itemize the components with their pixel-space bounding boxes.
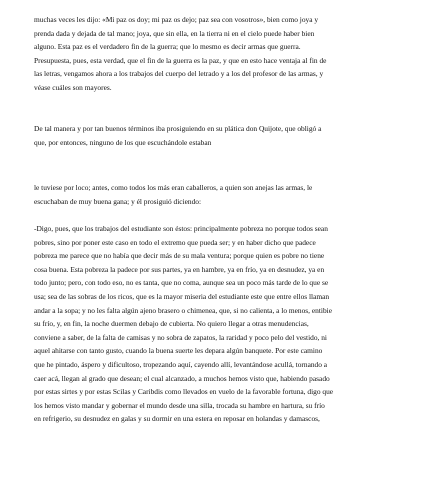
text-line: los hemos visto mandar y gobernar el mundo desde una silla, trocada su hambre en hartura, su frío — [34, 400, 325, 410]
text-line: pobres, sino por poner este caso en todo el extremo que pueda ser; y en haber dicho que padece — [34, 237, 316, 247]
text-line: andar a la sopa; y no les falta algún ajeno brasero o chimenea, que, si no calienta, a lo menos, entibie — [34, 305, 332, 315]
text-line: pobreza me parece que no había que decir más de su mala ventura; porque quien es pobre no tiene — [34, 251, 325, 261]
text-line: prenda dada y dejada de tal mano; joya, que sin ella, en la tierra ni en el cielo puede haber bien — [34, 28, 315, 38]
text-line: usa; sea de las sobras de los ricos, que es la mayor miseria del estudiante este que entre ellos llaman — [34, 291, 330, 301]
text-line: -Digo, pues, que los trabajos del estudiante son éstos: principalmente pobreza no porque todos sean — [34, 224, 328, 233]
text-line: aquel ahitarse con tanto gusto, cuando la buena suerte les depara algún banquete. Por este camino — [34, 346, 323, 356]
paragraph-peace — [34, 13, 410, 95]
paragraph-student-hardships — [34, 222, 410, 426]
text-line: véase cuáles son mayores. — [34, 82, 112, 92]
text-line: De tal manera y por tan buenos términos iba prosiguiendo en su plática don Quijote, que obligó a — [34, 124, 322, 133]
text-line: que he pintado, áspero y dificultoso, tropezando aquí, cayendo allí, levantándose acullá, tornando a — [34, 359, 328, 369]
paragraph-narration — [34, 122, 410, 149]
text-line: alguno. Esta paz es el verdadero fin de la guerra; que lo mesmo es decir armas que guerra. — [34, 42, 301, 52]
text-line: que, por entonces, ninguno de los que escuchándole estaban — [34, 137, 212, 147]
paragraph-continuation — [34, 181, 410, 208]
text-line: Presupuesta, pues, esta verdad, que el fin de la guerra es la paz, y que en esto hace ventaja al fin de — [34, 55, 327, 65]
text-line: caer acá, llegan al grado que desean; el cual alcanzado, a muchos hemos visto que, habiendo pasado — [34, 373, 330, 383]
text-line: las letras, vengamos ahora a los trabajos del cuerpo del letrado y a los del profesor de las armas, y — [34, 69, 324, 79]
text-line: su frío, y, en fin, la noche duermen debajo de cubierta. No quiero llegar a otras menudencias, — [34, 319, 309, 329]
text-line: por estas sirtes y por estas Scilas y Caribdis como llevados en vuelo de la favorable fortuna, digo que — [34, 387, 334, 397]
text-line: le tuviese por loco; antes, como todos los más eran caballeros, a quien son anejas las armas, le — [34, 183, 313, 192]
text-line: conviene a saber, de la falta de camisas y no sobra de zapatos, la raridad y poco pelo del vestido, ni — [34, 332, 327, 342]
text-line: en refrigerio, su desnudez en galas y su dormir en una estera en reposar en holandas y damascos, — [34, 414, 320, 424]
text-line: escuchaban de muy buena gana; y él prosiguió diciendo: — [34, 196, 202, 206]
text-line: muchas veces les dijo: «Mi paz os doy; mi paz os dejo; paz sea con vosotros», bien como joya y — [34, 15, 319, 24]
text-line: todo junto; pero, con todo eso, no es tanta, que no coma, aunque sea un poco más tarde de lo que se — [34, 278, 329, 288]
text-line: cosa buena. Esta pobreza la padece por sus partes, ya en hambre, ya en frío, ya en desnudez, ya en — [34, 264, 325, 274]
